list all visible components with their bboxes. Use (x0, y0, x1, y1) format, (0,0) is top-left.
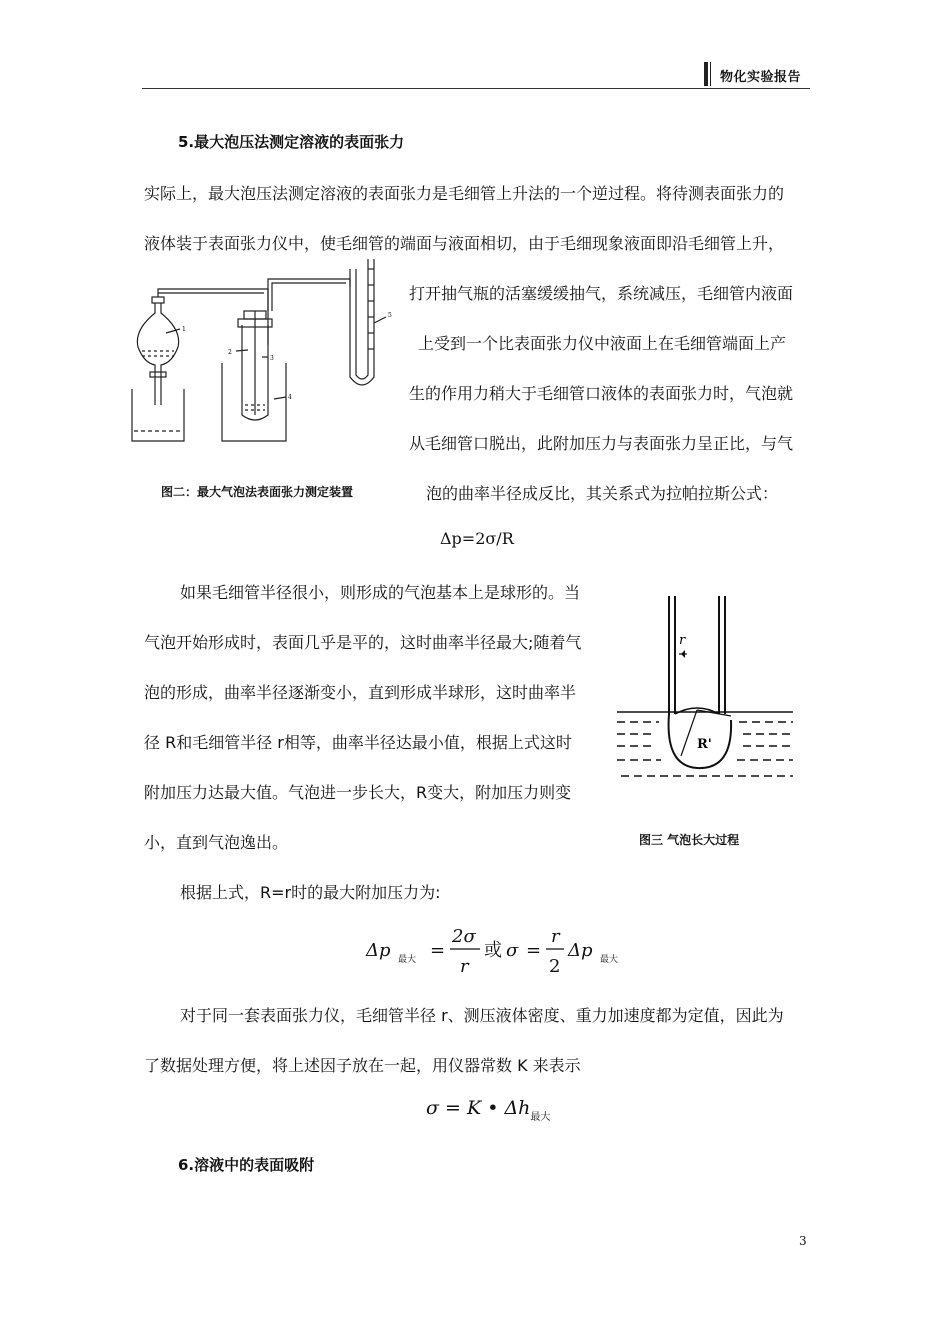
para2-line-6: 小，直到气泡逸出。 (144, 833, 289, 852)
para1-line-3: 打开抽气瓶的活塞缓缓抽气，系统减压，毛细管内液面 (409, 284, 794, 303)
formula-den2: 2 (549, 956, 561, 977)
figure2-label-2: 2 (228, 349, 232, 356)
laplace-formula: Δp=2σ/R (440, 529, 514, 548)
figure3-label-r: r (679, 633, 686, 648)
k-formula-sub: 最大 (530, 1112, 551, 1123)
formula-den1: r (460, 956, 469, 977)
para2-line-1: 如果毛细管半径很小，则形成的气泡基本上是球形的。当 (180, 583, 581, 602)
figure2-label-5: 5 (388, 312, 392, 319)
para2-line-2: 气泡开始形成时，表面几乎是平的，这时曲率半径最大;随着气 (144, 633, 582, 652)
figure3-bubble-diagram (615, 590, 795, 790)
header-rule (142, 88, 810, 89)
formula-num2: r (551, 926, 560, 947)
para2-line-4: 径 R和毛细管半径 r相等，曲率半径达最小值，根据上式这时 (144, 733, 572, 752)
para1-line-2: 液体装于表面张力仪中，使毛细管的端面与液面相切，由于毛细现象液面即沿毛细管上升， (144, 234, 785, 253)
max-pressure-formula (360, 918, 630, 978)
section6-heading: 6.溶液中的表面吸附 (178, 1156, 315, 1174)
figure2-label-3: 3 (270, 355, 274, 362)
k-formula-main: σ = K • Δh (426, 1097, 531, 1119)
header-decor-bar (704, 62, 708, 86)
para4-line-1: 对于同一套表面张力仪，毛细管半径 r、测压液体密度、重力加速度都为定值，因此为 (180, 1006, 784, 1025)
header-title: 物化实验报告 (720, 70, 802, 85)
figure2-apparatus-diagram (128, 255, 398, 445)
para3-line: 根据上式，R=r时的最大附加压力为: (180, 883, 441, 902)
para2-line-3: 泡的形成，曲率半径逐渐变小，直到形成半球形，这时曲率半 (144, 683, 577, 702)
para4-line-2: 了数据处理方便，将上述因子放在一起，用仪器常数 K 来表示 (144, 1056, 581, 1075)
header-decor-line (710, 62, 711, 86)
formula-dp-sub: 最大 (398, 955, 417, 965)
figure2-label-4: 4 (288, 394, 292, 401)
para2-line-5: 附加压力达最大值。气泡进一步长大，R变大，附加压力则变 (144, 783, 572, 802)
section5-heading: 5.最大泡压法测定溶液的表面张力 (178, 133, 405, 151)
k-formula (426, 1097, 550, 1123)
svg-text:=: = (430, 940, 446, 961)
figure3-caption: 图三 气泡长大过程 (639, 833, 740, 847)
figure3-label-R: R' (697, 737, 712, 752)
para1-line-6: 从毛细管口脱出，此附加压力与表面张力呈正比，与气 (409, 434, 794, 453)
formula-num1: 2σ (452, 926, 476, 947)
figure2-caption: 图二：最大气泡法表面张力测定装置 (161, 485, 354, 499)
svg-text:=: = (526, 940, 542, 961)
para1-line-5: 生的作用力稍大于毛细管口液体的表面张力时，气泡就 (409, 384, 794, 403)
formula-dp: Δp (366, 940, 391, 961)
page-number: 3 (799, 1234, 807, 1248)
para1-line-7: 泡的曲率半径成反比，其关系式为拉帕拉斯公式： (426, 484, 779, 503)
para1-line-1: 实际上，最大泡压法测定溶液的表面张力是毛细管上升法的一个逆过程。将待测表面张力的 (144, 184, 785, 203)
formula-dp2-sub: 最大 (600, 955, 619, 965)
formula-dp2: Δp (568, 940, 593, 961)
formula-sigma: σ (506, 940, 519, 961)
para1-line-4: 上受到一个比表面张力仪中液面上在毛细管端面上产 (418, 334, 787, 353)
formula-or: 或 (484, 940, 502, 961)
figure2-label-1: 1 (182, 326, 186, 333)
